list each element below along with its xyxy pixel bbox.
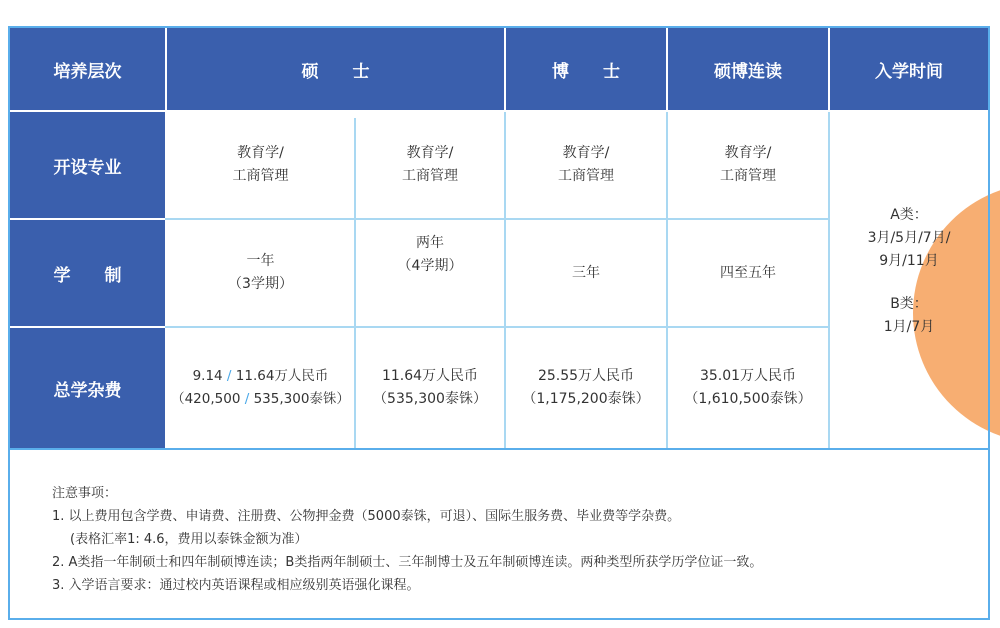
enrollment-a-label: A类： (890, 206, 928, 223)
fee-rmb-b: 11.64万人民币 (235, 368, 329, 384)
header-combined (668, 28, 828, 110)
grid-line (504, 112, 506, 448)
cell-duration-doctor (506, 220, 666, 326)
cell-duration-master-2y (356, 220, 504, 326)
cell-line: 教育学/ (406, 145, 454, 161)
header-doctor-label: 博 士 (552, 61, 620, 82)
fee-thb-a: （420,500 (171, 391, 241, 407)
grid-line (666, 112, 668, 448)
header-enrollment (830, 28, 988, 110)
cell-line: （3学期） (228, 276, 293, 292)
enrollment-a-months: 9月/11月 (879, 252, 939, 269)
grid-line (165, 218, 828, 220)
cell-line: 11.64万人民币 (381, 368, 479, 384)
row-label-majors-text: 开设专业 (53, 157, 122, 178)
enrollment-b-label: B类： (890, 295, 928, 312)
table-bottom-line (10, 448, 988, 450)
enrollment-b-months: 1月/7月 (883, 318, 935, 335)
cell-line: 25.55万人民币 (537, 368, 635, 384)
cell-line: （4学期） (397, 258, 463, 274)
fee-separator: / (226, 368, 232, 384)
cell-majors-master-1y (167, 112, 354, 218)
cell-duration-master-1y (167, 220, 354, 326)
grid-line (828, 112, 830, 448)
cell-line: 一年 (246, 253, 275, 269)
fee-thb-b: 535,300泰铢） (253, 391, 350, 407)
notes-item: 3. 入学语言要求：通过校内英语课程或相应级别英语强化课程。 (52, 578, 420, 593)
header-level-label: 培养层次 (53, 61, 122, 82)
header-doctor (506, 28, 666, 110)
cell-line: 教育学/ (562, 145, 610, 161)
row-label-fees-text: 总学杂费 (53, 380, 122, 401)
grid-line (165, 326, 828, 328)
cell-line: 教育学/ (724, 145, 772, 161)
fee-rmb-a: 9.14 (192, 368, 223, 384)
grid-line (354, 118, 356, 448)
cell-fees-master-2y (356, 328, 504, 448)
cell-line: （1,610,500泰铢） (684, 391, 812, 407)
cell-line: 四至五年 (720, 264, 776, 281)
notes-section (52, 482, 762, 597)
cell-line: 工商管理 (558, 168, 614, 184)
row-label-fees (10, 328, 165, 448)
cell-line: （535,300泰铢） (373, 391, 487, 407)
notes-title: 注意事项： (52, 486, 118, 501)
enrollment-a-months: 3月/5月/7月/ (867, 229, 951, 246)
cell-line: 工商管理 (232, 168, 289, 184)
notes-item: 2. A类指一年制硕士和四年制硕博连读；B类指两年制硕士、三年制博士及五年制硕博连读。两种类型所获学历学位证一致。 (52, 555, 763, 570)
cell-majors-master-2y (356, 112, 504, 218)
cell-line: 工商管理 (402, 168, 458, 184)
notes-item: 1. 以上费用包含学费、申请费、注册费、公物押金费（5000泰铢，可退）、国际生服务费、毕业费等学杂费。 (52, 509, 681, 524)
fee-rmb-line (193, 365, 329, 388)
cell-majors-combined (668, 112, 828, 218)
cell-line: （1,175,200泰铢） (522, 391, 650, 407)
header-master-label: 硕 士 (301, 61, 370, 82)
cell-fees-combined (668, 328, 828, 448)
cell-line: 工商管理 (720, 168, 776, 184)
header-master (167, 28, 504, 110)
cell-line: 三年 (572, 264, 600, 281)
cell-fees-doctor (506, 328, 666, 448)
cell-line: 35.01万人民币 (699, 368, 797, 384)
row-label-duration-text: 学 制 (53, 265, 122, 286)
row-label-duration (10, 220, 165, 326)
fee-separator: / (244, 391, 250, 407)
fee-thb-line (171, 388, 350, 411)
header-enrollment-label: 入学时间 (875, 61, 943, 82)
cell-fees-master-1y (167, 328, 354, 448)
cell-line: 两年 (415, 235, 444, 251)
row-label-majors (10, 112, 165, 218)
cell-line: 教育学/ (237, 145, 284, 161)
header-combined-label: 硕博连读 (714, 61, 782, 82)
cell-duration-combined (668, 220, 828, 326)
notes-item-sub: (表格汇率1: 4.6，费用以泰铢金额为准） (70, 532, 308, 547)
cell-majors-doctor (506, 112, 666, 218)
cell-enrollment-times (830, 112, 988, 448)
header-level (10, 28, 165, 110)
